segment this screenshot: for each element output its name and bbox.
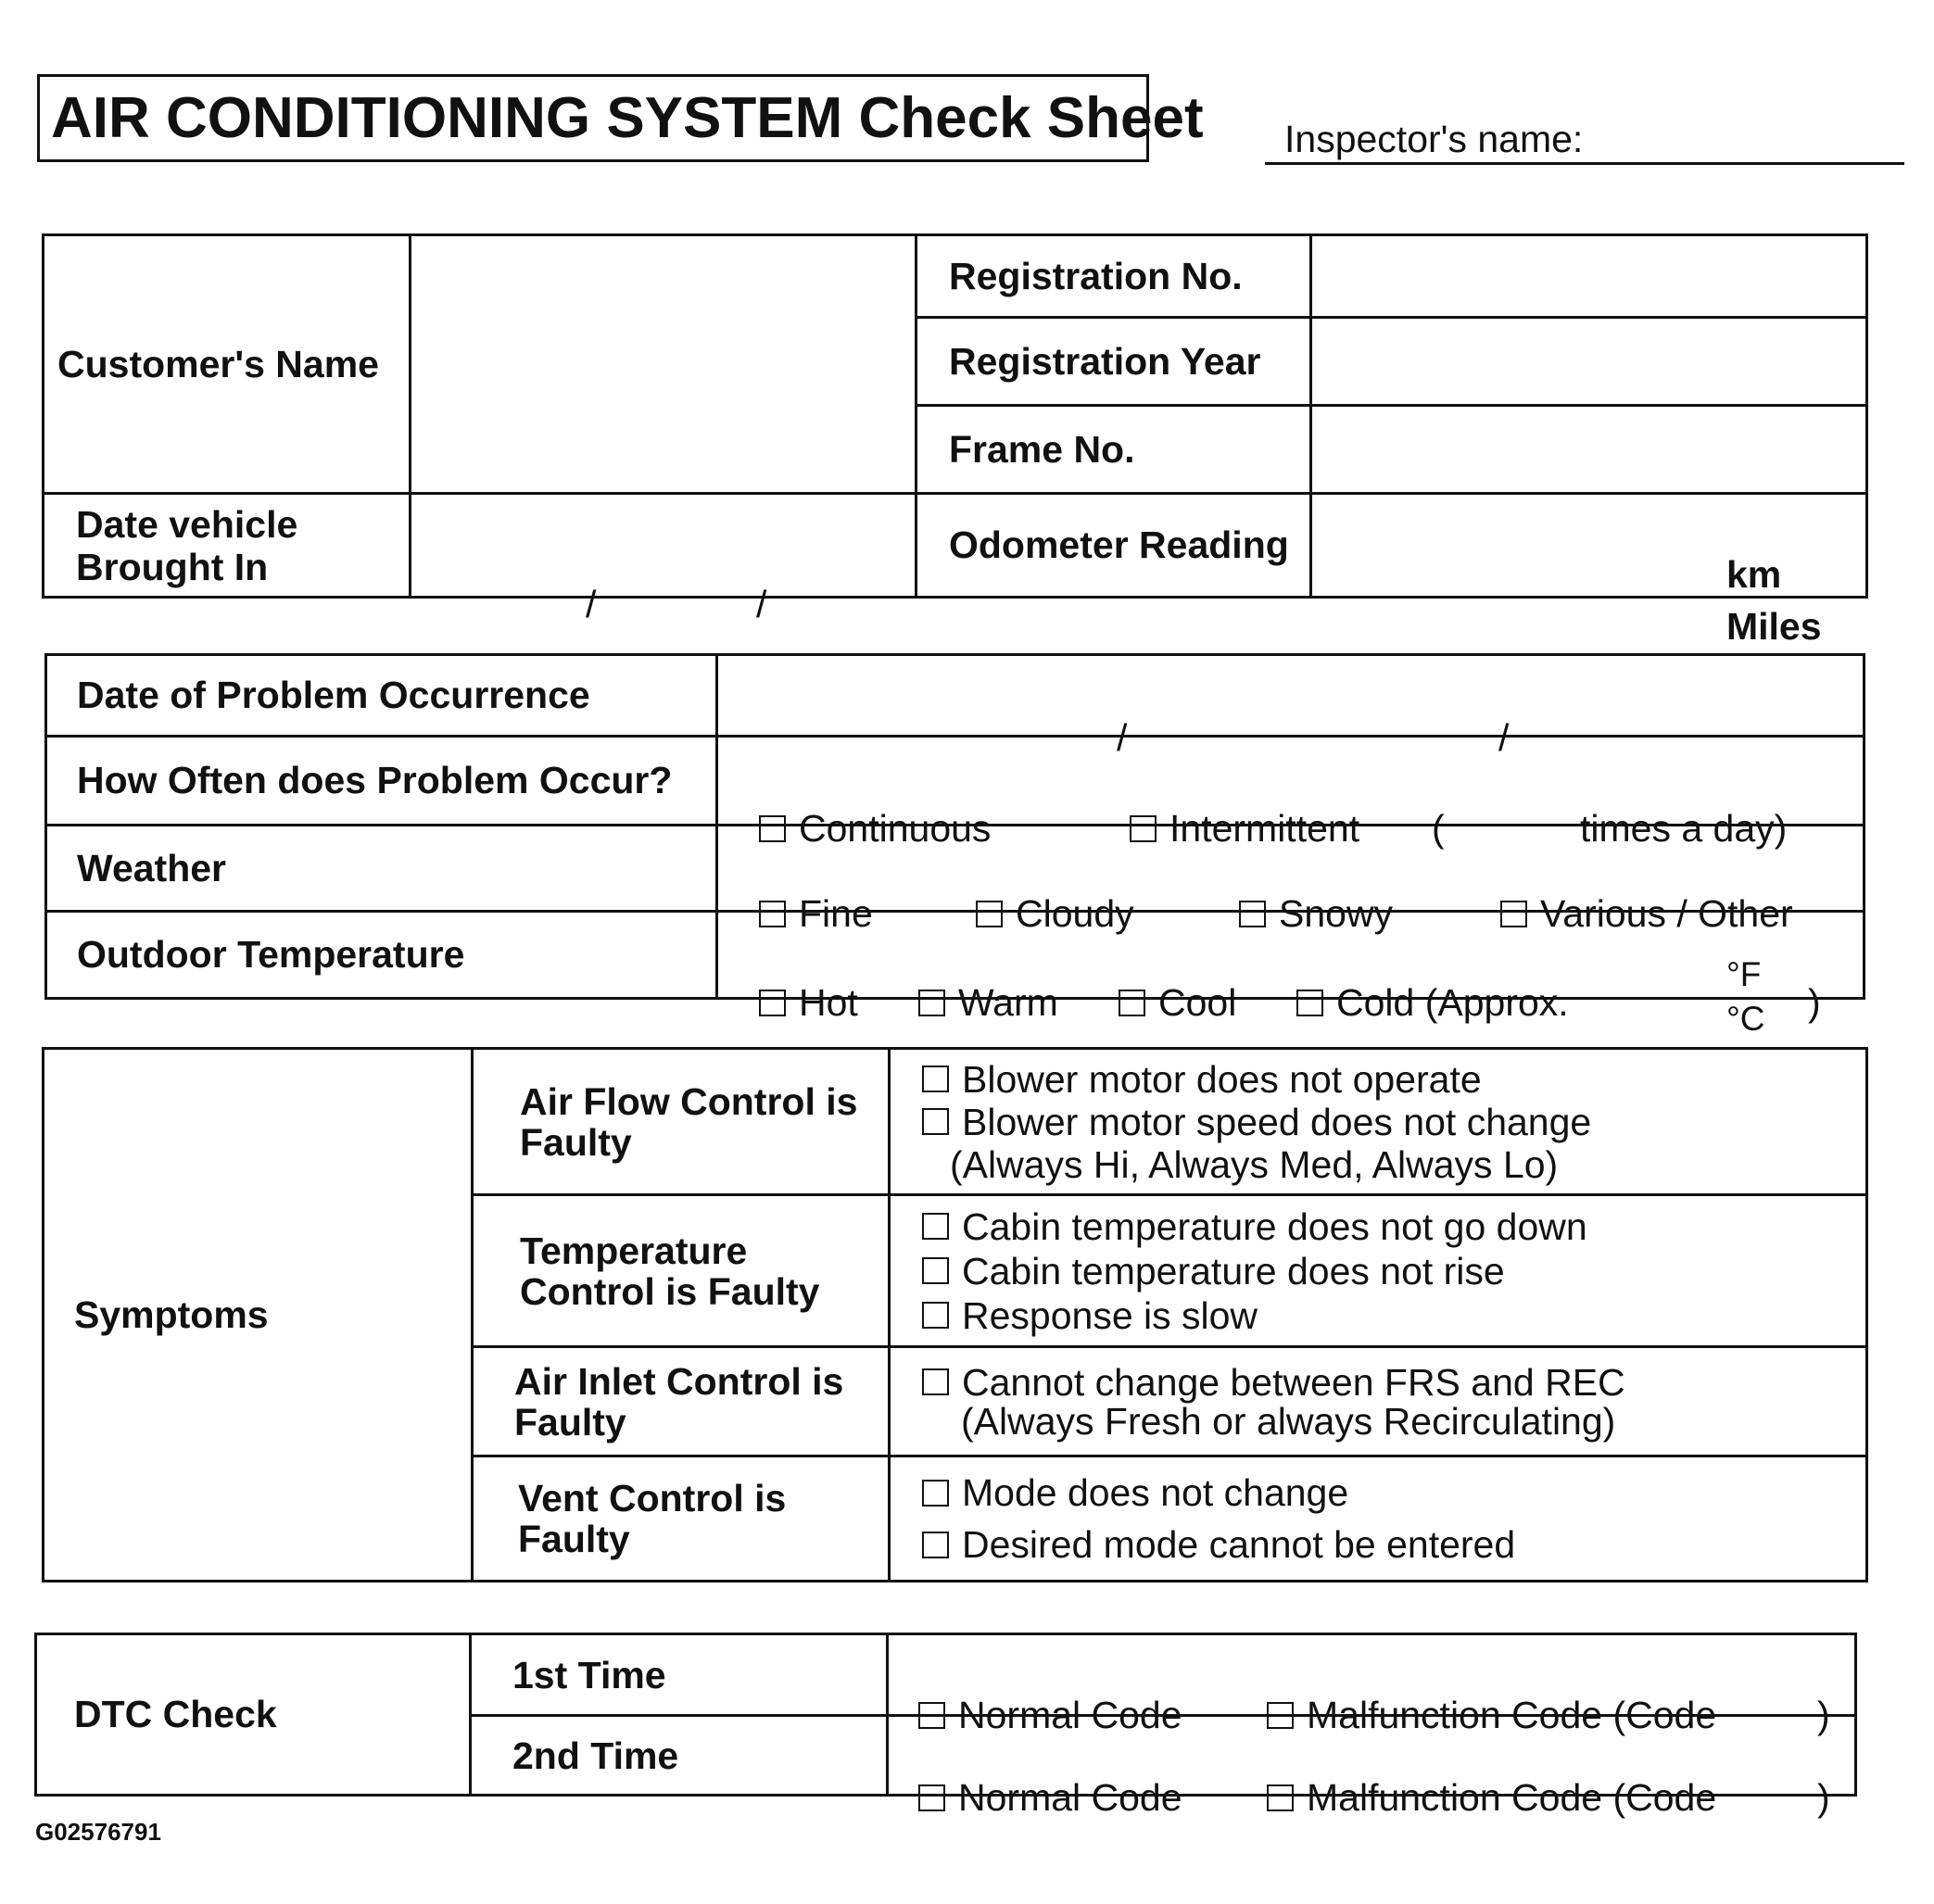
- unit-fahrenheit: °F: [1726, 954, 1762, 993]
- dtc-first-malfunction-code[interactable]: Malfunction Code (Code: [1267, 1694, 1716, 1737]
- checkbox[interactable]: [1500, 901, 1527, 927]
- registration-no-label: Registration No.: [916, 235, 1311, 318]
- problem-date-label: Date of Problem Occurrence: [46, 655, 717, 737]
- registration-year-label: Registration Year: [916, 318, 1311, 406]
- date-separator: /: [1117, 715, 1128, 759]
- dtc-first-time-label: 1st Time: [471, 1634, 888, 1716]
- option-cold[interactable]: Cold (Approx.: [1296, 981, 1569, 1025]
- vent-control-label: Vent Control is Faulty: [473, 1456, 890, 1582]
- option-snowy[interactable]: Snowy: [1239, 892, 1393, 936]
- checkbox[interactable]: [1267, 1784, 1294, 1811]
- date-brought-in-field[interactable]: [411, 494, 916, 625]
- option-intermittent[interactable]: Intermittent: [1130, 807, 1359, 851]
- unit-miles: Miles: [1726, 604, 1822, 648]
- checkbox[interactable]: [759, 901, 786, 927]
- date-separator: /: [586, 582, 597, 625]
- symptom-note: (Always Hi, Always Med, Always Lo): [950, 1142, 1559, 1186]
- close-paren: ): [1808, 980, 1821, 1024]
- times-open-paren: (: [1432, 806, 1445, 850]
- symptom-note: (Always Fresh or always Recirculating): [961, 1399, 1616, 1443]
- symptom-blower-speed-no-change[interactable]: Blower motor speed does not change: [922, 1101, 1865, 1143]
- option-warm[interactable]: Warm: [918, 981, 1058, 1025]
- weather-label: Weather: [46, 826, 717, 912]
- registration-no-field[interactable]: [1311, 235, 1867, 318]
- dtc-check-table: [34, 1633, 1857, 1819]
- dtc-second-malfunction-code[interactable]: Malfunction Code (Code: [1267, 1776, 1716, 1820]
- dtc-check-label: DTC Check: [36, 1634, 471, 1796]
- customer-name-label: Customer's Name: [44, 235, 411, 494]
- sheet-title: AIR CONDITIONING SYSTEM Check Sheet: [37, 74, 1149, 162]
- checkbox[interactable]: [922, 1065, 949, 1092]
- inspector-name-label: Inspector's name:: [1284, 118, 1584, 160]
- symptom-cabin-temp-not-rise[interactable]: Cabin temperature does not rise: [922, 1249, 1865, 1293]
- temperature-control-label: Temperature Control is Faulty: [473, 1195, 890, 1347]
- date-separator: /: [1498, 715, 1510, 759]
- checkbox[interactable]: [976, 901, 1003, 927]
- odometer-field[interactable]: [1311, 494, 1867, 648]
- checkbox[interactable]: [922, 1213, 949, 1240]
- option-cloudy[interactable]: Cloudy: [976, 892, 1134, 936]
- checkbox[interactable]: [918, 1702, 945, 1729]
- symptoms-table: [42, 1047, 1868, 1582]
- symptom-cannot-change-frs-rec[interactable]: Cannot change between FRS and REC: [922, 1363, 1865, 1402]
- option-fine[interactable]: Fine: [759, 892, 873, 936]
- dtc-second-normal-code[interactable]: Normal Code: [918, 1776, 1182, 1820]
- vehicle-info-table: [42, 233, 1868, 648]
- odometer-label: Odometer Reading: [916, 494, 1311, 598]
- dtc-second-time-label: 2nd Time: [471, 1716, 888, 1796]
- date-brought-in-label: Date vehicle Brought In: [44, 494, 411, 598]
- close-paren: ): [1817, 1775, 1830, 1819]
- dtc-first-normal-code[interactable]: Normal Code: [918, 1694, 1182, 1737]
- checkbox[interactable]: [759, 990, 786, 1016]
- checkbox[interactable]: [922, 1108, 949, 1135]
- frame-no-label: Frame No.: [916, 406, 1311, 494]
- checkbox[interactable]: [918, 1784, 945, 1811]
- customer-name-field[interactable]: [411, 235, 916, 494]
- checkbox[interactable]: [1239, 901, 1266, 927]
- problem-table: [44, 653, 1865, 1038]
- registration-year-field[interactable]: [1311, 318, 1867, 406]
- checkbox[interactable]: [759, 815, 786, 842]
- checkbox[interactable]: [922, 1257, 949, 1284]
- symptom-mode-no-change[interactable]: Mode does not change: [922, 1467, 1865, 1519]
- option-various-other[interactable]: Various / Other: [1500, 892, 1793, 936]
- checkbox[interactable]: [922, 1480, 949, 1507]
- checkbox[interactable]: [918, 990, 945, 1016]
- checkbox[interactable]: [1267, 1702, 1294, 1729]
- checkbox[interactable]: [922, 1302, 949, 1329]
- air-inlet-control-label: Air Inlet Control is Faulty: [473, 1347, 890, 1456]
- date-separator: /: [756, 582, 767, 625]
- checkbox[interactable]: [1130, 815, 1157, 842]
- symptoms-label: Symptoms: [44, 1049, 473, 1582]
- symptom-blower-not-operate[interactable]: Blower motor does not operate: [922, 1058, 1865, 1101]
- option-cool[interactable]: Cool: [1119, 981, 1236, 1025]
- checkbox[interactable]: [922, 1368, 949, 1395]
- figure-id: G02576791: [35, 1818, 161, 1846]
- frame-no-field[interactable]: [1311, 406, 1867, 494]
- option-hot[interactable]: Hot: [759, 981, 858, 1025]
- unit-km: km: [1726, 552, 1782, 596]
- times-a-day-text: times a day): [1580, 806, 1788, 850]
- symptom-desired-mode-not-entered[interactable]: Desired mode cannot be entered: [922, 1519, 1865, 1570]
- symptom-response-slow[interactable]: Response is slow: [922, 1293, 1865, 1338]
- checkbox[interactable]: [922, 1532, 949, 1558]
- frequency-label: How Often does Problem Occur?: [46, 737, 717, 826]
- unit-celsius: °C: [1726, 999, 1765, 1038]
- checkbox[interactable]: [1119, 990, 1145, 1016]
- checkbox[interactable]: [1296, 990, 1323, 1016]
- air-flow-control-label: Air Flow Control is Faulty: [473, 1049, 890, 1195]
- option-continuous[interactable]: Continuous: [759, 807, 991, 851]
- problem-date-field[interactable]: [717, 655, 1864, 759]
- inspector-name-field[interactable]: [1265, 120, 1904, 165]
- close-paren: ): [1817, 1693, 1830, 1736]
- symptom-cabin-temp-not-down[interactable]: Cabin temperature does not go down: [922, 1204, 1865, 1249]
- outdoor-temperature-label: Outdoor Temperature: [46, 912, 717, 999]
